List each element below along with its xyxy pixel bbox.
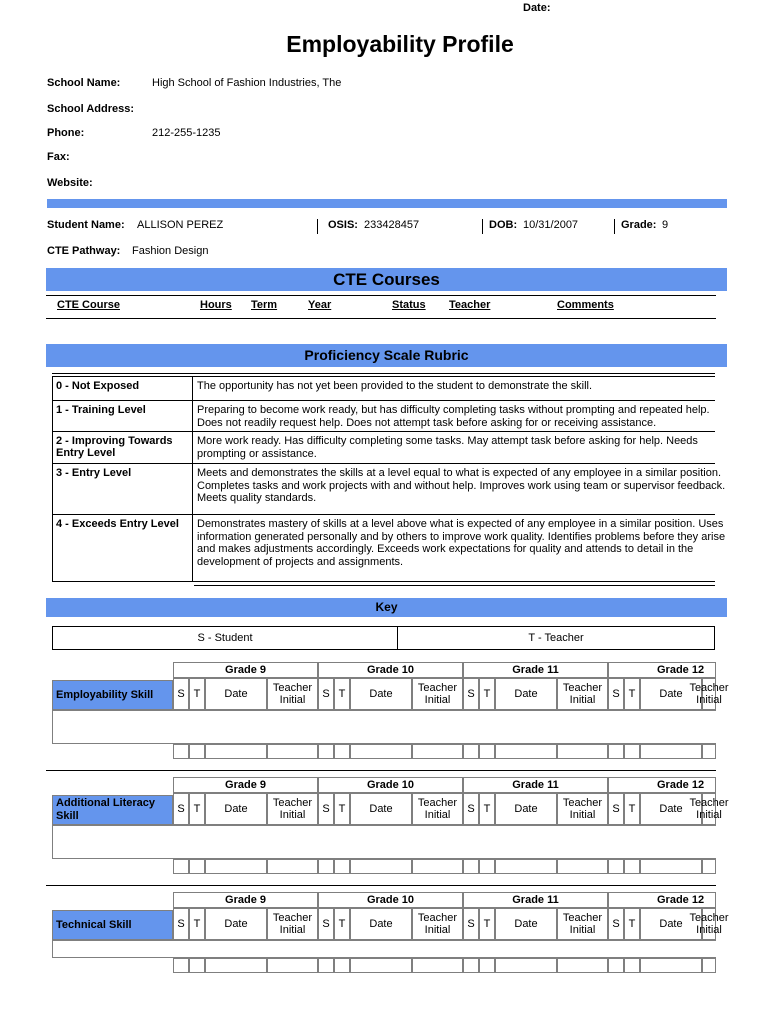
pathway-label: CTE Pathway: (47, 245, 121, 257)
osis-label: OSIS: (328, 219, 358, 231)
phone-label: Phone: (47, 127, 85, 139)
fax-label: Fax: (47, 151, 70, 163)
separator (614, 219, 615, 234)
grade-subheader-t: T (624, 793, 640, 825)
grade-subheader-teacher-initial: Teacher Initial (557, 678, 608, 710)
osis-value: 233428457 (364, 219, 420, 231)
grade-entry-cell[interactable] (463, 744, 479, 759)
rubric-row (52, 400, 715, 431)
date-label: Date: (523, 2, 551, 14)
grade-entry-cell[interactable] (189, 859, 205, 874)
grade-subheader-date: Date (350, 908, 412, 940)
grade-entry-cell[interactable] (350, 859, 412, 874)
col-status: Status (392, 299, 426, 311)
rubric-row (52, 376, 715, 400)
rubric-description: The opportunity has not yet been provided to the student to demonstrate the skill. (197, 380, 593, 392)
rubric-level: 1 - Training Level (52, 401, 193, 431)
rubric-level: 0 - Not Exposed (52, 377, 193, 400)
student-name-value: ALLISON PEREZ (137, 219, 224, 231)
grade-subheader-date: Date (205, 908, 267, 940)
grade-entry-cell[interactable] (557, 958, 608, 973)
grade-subheader-date: Date (350, 678, 412, 710)
grade-subheader-teacher-initial: Teacher Initial (412, 678, 463, 710)
skill-notes-row[interactable] (52, 940, 716, 958)
grade-subheader-teacher-initial: Teacher Initial (267, 678, 318, 710)
rubric-level: 4 - Exceeds Entry Level (52, 515, 193, 581)
divider-line (194, 585, 715, 586)
grade-entry-cell[interactable] (318, 744, 334, 759)
grade-subheader-teacher-initial: Teacher Initial (412, 908, 463, 940)
pathway-value: Fashion Design (132, 245, 209, 257)
col-cte-course: CTE Course (57, 299, 120, 311)
grade-entry-cell[interactable] (267, 958, 318, 973)
grade-entry-cell[interactable] (189, 744, 205, 759)
rubric-description: Preparing to become work ready, but has difficulty completing tasks without prompting and repeated help. Does not readily request help. Does not attempt task before asking for or receiving assistance. (197, 404, 710, 429)
grade-entry-cell[interactable] (463, 958, 479, 973)
grade-entry-cell[interactable] (350, 744, 412, 759)
grade-subheader-s: S (173, 908, 189, 940)
divider-line (46, 295, 716, 296)
grade-subheader-s: S (608, 793, 624, 825)
grade-entry-cell[interactable] (318, 859, 334, 874)
grade-subheader-teacher-initial: Teacher Initial (702, 678, 716, 710)
dob-value: 10/31/2007 (523, 219, 579, 231)
grade-entry-cell[interactable] (350, 958, 412, 973)
grade-header: Grade 10 (318, 892, 463, 908)
grade-entry-cell[interactable] (173, 958, 189, 973)
key-student: S - Student (53, 627, 398, 649)
rubric-row (52, 431, 715, 463)
grade-subheader-date: Date (495, 678, 557, 710)
section-divider (47, 199, 727, 208)
grade-header: Grade 12 (608, 662, 716, 678)
rubric-row (52, 514, 726, 582)
grade-subheader-t: T (189, 908, 205, 940)
website-label: Website: (47, 177, 93, 189)
grade-entry-cell[interactable] (640, 744, 702, 759)
grade-subheader-date: Date (495, 793, 557, 825)
grade-subheader-s: S (608, 908, 624, 940)
separator (317, 219, 318, 234)
grade-subheader-teacher-initial: Teacher Initial (557, 793, 608, 825)
grade-entry-cell[interactable] (267, 744, 318, 759)
grade-subheader-date: Date (205, 678, 267, 710)
grade-entry-cell[interactable] (463, 859, 479, 874)
divider-line (46, 318, 716, 319)
grade-subheader-s: S (463, 793, 479, 825)
rubric-description: Demonstrates mastery of skills at a level above what is expected of any employee in a similar position. Uses information generated personally and by others to improve work quality. Identifies problems before they arise and makes adjustments accordingly. Exceeds work expectations for quality and attends to detail in the development of projects and assignments. (197, 518, 726, 568)
grade-entry-cell[interactable] (608, 859, 624, 874)
grade-entry-cell[interactable] (608, 744, 624, 759)
grade-header: Grade 10 (318, 777, 463, 793)
grade-entry-cell[interactable] (495, 744, 557, 759)
grade-entry-cell[interactable] (624, 744, 640, 759)
grade-subheader-s: S (173, 678, 189, 710)
grade-entry-cell[interactable] (334, 958, 350, 973)
grade-subheader-t: T (479, 908, 495, 940)
grade-entry-cell[interactable] (702, 744, 716, 759)
page-title: Employability Profile (286, 31, 514, 57)
key-box (52, 626, 715, 650)
grade-subheader-teacher-initial: Teacher Initial (412, 793, 463, 825)
grade-subheader-date: Date (640, 793, 702, 825)
grade-entry-cell[interactable] (479, 958, 495, 973)
grade-header: Grade 12 (608, 892, 716, 908)
divider-line (46, 770, 716, 771)
grade-entry-cell[interactable] (557, 744, 608, 759)
grade-entry-cell[interactable] (189, 958, 205, 973)
grade-subheader-teacher-initial: Teacher Initial (267, 793, 318, 825)
grade-subheader-s: S (318, 678, 334, 710)
grade-value: 9 (662, 219, 669, 231)
dob-label: DOB: (489, 219, 518, 231)
grade-header: Grade 12 (608, 777, 716, 793)
col-term: Term (251, 299, 278, 311)
grade-entry-cell[interactable] (608, 958, 624, 973)
grade-entry-cell[interactable] (479, 859, 495, 874)
school-name-label: School Name: (47, 77, 121, 89)
grade-subheader-date: Date (640, 908, 702, 940)
grade-subheader-teacher-initial: Teacher Initial (267, 908, 318, 940)
grade-subheader-s: S (318, 908, 334, 940)
col-comments: Comments (557, 299, 614, 311)
key-teacher: T - Teacher (528, 632, 584, 644)
grade-entry-cell[interactable] (173, 859, 189, 874)
grade-header: Grade 9 (173, 662, 318, 678)
divider-line (52, 373, 715, 374)
grade-header: Grade 9 (173, 777, 318, 793)
col-hours: Hours (200, 299, 232, 311)
grade-header: Grade 11 (463, 777, 608, 793)
grade-subheader-date: Date (495, 908, 557, 940)
grade-subheader-t: T (479, 678, 495, 710)
grade-label: Grade: (621, 219, 657, 231)
grade-subheader-t: T (334, 678, 350, 710)
key-header: Key (46, 598, 727, 617)
cte-courses-header: CTE Courses (46, 268, 727, 291)
grade-header: Grade 9 (173, 892, 318, 908)
skill-name-cell: Employability Skill (52, 680, 173, 710)
student-name-label: Student Name: (47, 219, 125, 231)
grade-entry-cell[interactable] (318, 958, 334, 973)
grade-subheader-teacher-initial: Teacher Initial (702, 793, 716, 825)
grade-entry-cell[interactable] (624, 859, 640, 874)
phone-value: 212-255-1235 (152, 127, 221, 139)
grade-entry-cell[interactable] (334, 859, 350, 874)
grade-subheader-s: S (463, 678, 479, 710)
grade-entry-cell[interactable] (624, 958, 640, 973)
rubric-description: Meets and demonstrates the skills at a level equal to what is expected of any employee in a similar position. Completes tasks and work projects with and without help. Improves work using team or supervisor feedback. Meets quality standards. (197, 467, 726, 504)
rubric-level: 3 - Entry Level (52, 464, 193, 514)
grade-subheader-date: Date (350, 793, 412, 825)
grade-entry-cell[interactable] (205, 958, 267, 973)
grade-subheader-teacher-initial: Teacher Initial (557, 908, 608, 940)
grade-subheader-t: T (334, 793, 350, 825)
separator (482, 219, 483, 234)
grade-subheader-t: T (334, 908, 350, 940)
grade-subheader-s: S (318, 793, 334, 825)
rubric-level: 2 - Improving Towards Entry Level (52, 432, 193, 463)
col-teacher: Teacher (449, 299, 491, 311)
grade-header: Grade 10 (318, 662, 463, 678)
grade-subheader-s: S (608, 678, 624, 710)
grade-subheader-date: Date (640, 678, 702, 710)
grade-entry-cell[interactable] (173, 744, 189, 759)
grade-subheader-s: S (173, 793, 189, 825)
grade-entry-cell[interactable] (495, 958, 557, 973)
skill-notes-row[interactable] (52, 710, 716, 744)
grade-subheader-t: T (189, 678, 205, 710)
grade-subheader-date: Date (205, 793, 267, 825)
grade-header: Grade 11 (463, 892, 608, 908)
grade-header: Grade 11 (463, 662, 608, 678)
grade-entry-cell[interactable] (205, 744, 267, 759)
skill-name-cell: Technical Skill (52, 910, 173, 940)
grade-entry-cell[interactable] (479, 744, 495, 759)
grade-entry-cell[interactable] (412, 859, 463, 874)
col-year: Year (308, 299, 332, 311)
grade-entry-cell[interactable] (267, 859, 318, 874)
grade-subheader-teacher-initial: Teacher Initial (702, 908, 716, 940)
rubric-header: Proficiency Scale Rubric (46, 344, 727, 367)
grade-entry-cell[interactable] (640, 859, 702, 874)
rubric-row (52, 463, 726, 514)
rubric-description: More work ready. Has difficulty completing some tasks. May attempt task before asking for help. Needs prompting or assistance. (197, 435, 698, 460)
grade-subheader-s: S (463, 908, 479, 940)
grade-subheader-t: T (624, 908, 640, 940)
grade-entry-cell[interactable] (412, 744, 463, 759)
skill-notes-row[interactable] (52, 825, 716, 859)
grade-subheader-t: T (624, 678, 640, 710)
grade-subheader-t: T (479, 793, 495, 825)
school-address-label: School Address: (47, 103, 134, 115)
grade-entry-cell[interactable] (640, 958, 702, 973)
grade-entry-cell[interactable] (495, 859, 557, 874)
grade-subheader-t: T (189, 793, 205, 825)
grade-entry-cell[interactable] (334, 744, 350, 759)
divider-line (46, 885, 716, 886)
grade-entry-cell[interactable] (205, 859, 267, 874)
grade-entry-cell[interactable] (702, 859, 716, 874)
grade-entry-cell[interactable] (412, 958, 463, 973)
grade-entry-cell[interactable] (557, 859, 608, 874)
school-name-value: High School of Fashion Industries, The (152, 77, 342, 89)
skill-name-cell: Additional Literacy Skill (52, 795, 173, 825)
grade-entry-cell[interactable] (702, 958, 716, 973)
